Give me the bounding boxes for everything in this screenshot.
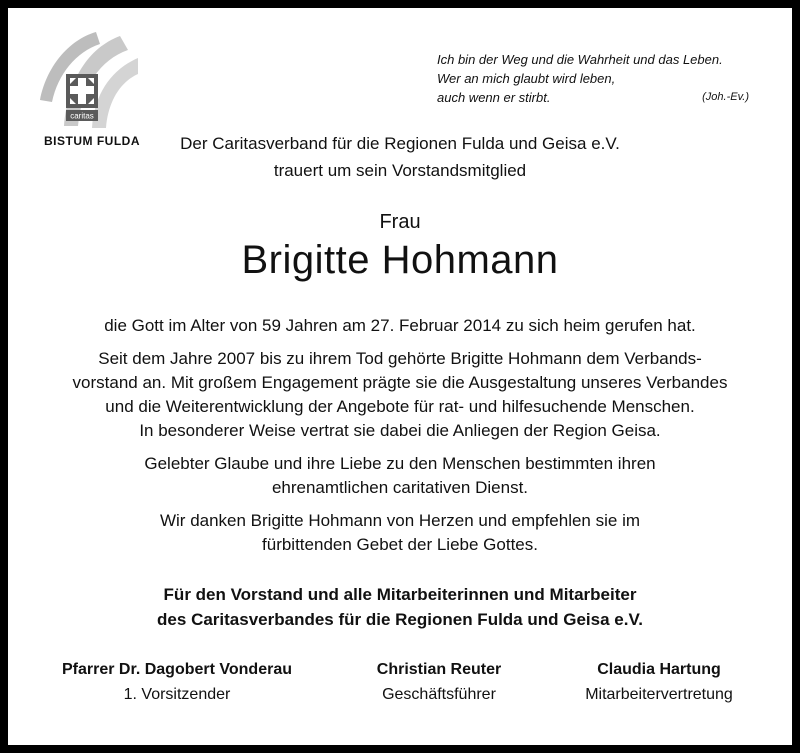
body-line: und die Weiterentwicklung der Angebote für rat- und hilfesuchende Menschen. bbox=[105, 397, 695, 416]
body-paragraph-2 bbox=[20, 347, 780, 443]
signature-heading bbox=[20, 582, 780, 632]
mourning-line: trauert um sein Vorstandsmitglied bbox=[273, 161, 527, 180]
caritas-wordmark: caritas bbox=[70, 111, 94, 121]
body-line: Seit dem Jahre 2007 bis zu ihrem Tod gehörte Brigitte Hohmann dem Verbands- bbox=[98, 349, 702, 368]
caritas-cross-logo bbox=[38, 30, 138, 128]
signer-1 bbox=[52, 657, 302, 707]
body-paragraph-3 bbox=[20, 452, 780, 500]
signer-3 bbox=[534, 657, 784, 707]
body-line: fürbittenden Gebet der Liebe Gottes. bbox=[262, 535, 538, 554]
bible-quote bbox=[437, 50, 757, 107]
logo-caption: BISTUM FULDA bbox=[44, 134, 140, 148]
signer-name: Pfarrer Dr. Dagobert Vonderau bbox=[62, 661, 292, 678]
signer-name: Christian Reuter bbox=[376, 661, 502, 678]
body-paragraph-1 bbox=[20, 314, 780, 338]
signer-role: Mitarbeitervertretung bbox=[585, 686, 733, 703]
quote-line-2: Wer an mich glaubt wird leben, bbox=[437, 71, 616, 86]
signer-name: Claudia Hartung bbox=[597, 661, 721, 678]
signature-heading-line-1: Für den Vorstand und alle Mitarbeiterinnen und Mitarbeiter bbox=[163, 585, 637, 604]
body-line: Gelebter Glaube und ihre Liebe zu den Menschen bestimmten ihren bbox=[144, 454, 656, 473]
signature-heading-line-2: des Caritasverbandes für die Regionen Fulda und Geisa e.V. bbox=[157, 610, 643, 629]
signer-role: Geschäftsführer bbox=[382, 686, 496, 703]
body-paragraph-4 bbox=[20, 509, 780, 557]
signer-role: 1. Vorsitzender bbox=[123, 686, 231, 703]
salutation: Frau bbox=[379, 211, 421, 233]
quote-line-1: Ich bin der Weg und die Wahrheit und das Leben. bbox=[437, 52, 723, 67]
organization-line: Der Caritasverband für die Regionen Fulda und Geisa e.V. bbox=[180, 134, 620, 153]
body-line: Wir danken Brigitte Hohmann von Herzen und empfehlen sie im bbox=[159, 511, 641, 530]
body-line: In besonderer Weise vertrat sie dabei die Anliegen der Region Geisa. bbox=[139, 421, 661, 440]
notice-body bbox=[20, 314, 780, 566]
body-line: ehrenamtlichen caritativen Dienst. bbox=[271, 478, 529, 497]
quote-line-3: auch wenn er stirbt. bbox=[437, 90, 551, 105]
body-line: die Gott im Alter von 59 Jahren am 27. Februar 2014 zu sich heim gerufen hat. bbox=[104, 316, 696, 335]
deceased-name: Brigitte Hohmann bbox=[241, 238, 559, 282]
signer-2 bbox=[314, 657, 564, 707]
body-line: vorstand an. Mit großem Engagement prägte sie die Ausgestaltung unseres Verbandes bbox=[72, 373, 728, 392]
quote-reference: (Joh.-Ev.) bbox=[702, 91, 749, 103]
